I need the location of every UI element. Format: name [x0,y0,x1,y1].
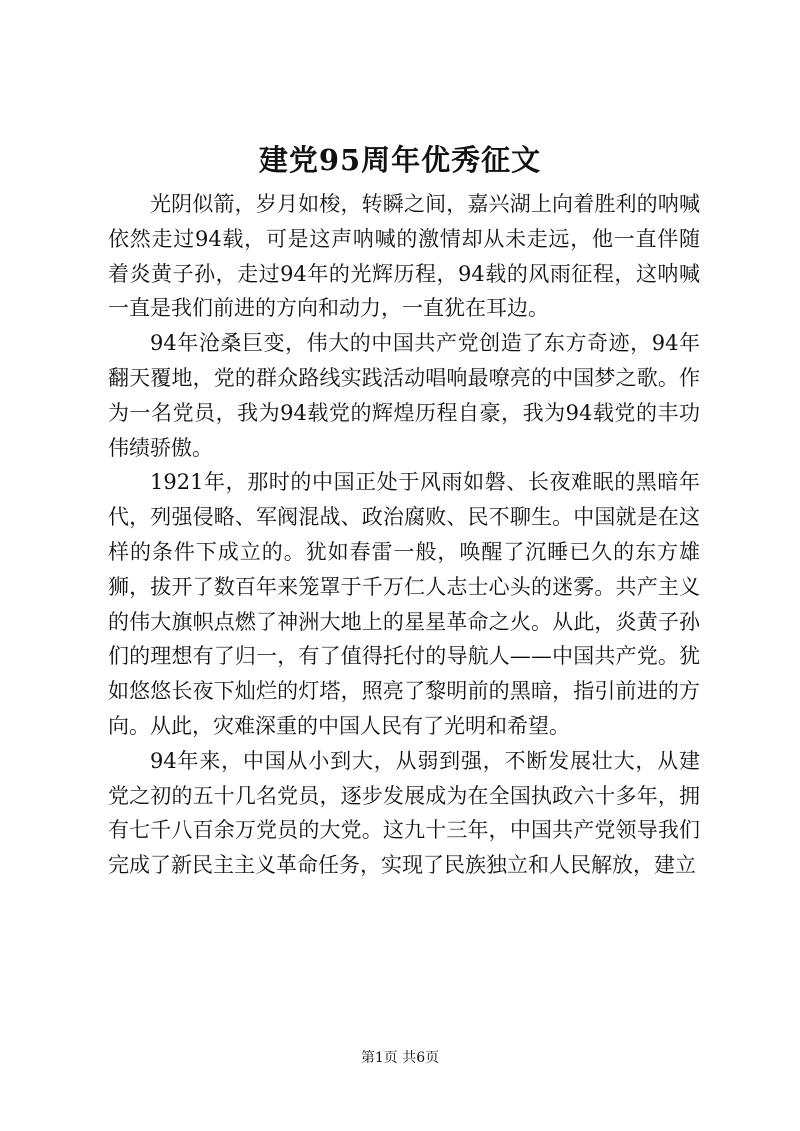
paragraph-4: 94年来，中国从小到大，从弱到强，不断发展壮大，从建党之初的五十几名党员，逐步发展成为在全国执政六十多年，拥有七千八百余万党员的大党。这九十三年，中国共产党领导我们完成了新民主主义革命任务，实现了民族独立和人民解放，建立 [108,748,700,878]
paragraph-2: 94年沧桑巨变，伟大的中国共产党创造了东方奇迹，94年翻天覆地，党的群众路线实践活动唱响最嘹亮的中国梦之歌。作为一名党员，我为94载党的辉煌历程自豪，我为94载党的丰功伟绩骄傲。 [108,331,700,460]
page-footer: 第1页 共6页 [360,1050,440,1066]
paragraph-1: 光阴似箭，岁月如梭，转瞬之间，嘉兴湖上向着胜利的呐喊依然走过94载，可是这声呐喊的激情却从未走远，他一直伴随着炎黄子孙，走过94年的光辉历程，94载的风雨征程，这呐喊一直是我们前进的方向和动力，一直犹在耳边。 [108,192,700,321]
paragraph-3: 1921年，那时的中国正处于风雨如磐、长夜难眠的黑暗年代，列强侵略、军阀混战、政治腐败、民不聊生。中国就是在这样的条件下成立的。犹如春雷一般，唤醒了沉睡已久的东方雄狮，拔开了数百年来笼罩于千万仁人志士心头的迷雾。共产主义的伟大旗帜点燃了神洲大地上的星星革命之火。从此，炎黄子孙们的理想有了归一，有了值得托付的导航人——中国共产党。犹如悠悠长夜下灿烂的灯塔，照亮了黎明前的黑暗，指引前进的方向。从此，灾难深重的中国人民有了光明和希望。 [108,470,700,738]
document-title: 建党95周年优秀征文 [258,143,542,177]
document-body [108,187,700,883]
